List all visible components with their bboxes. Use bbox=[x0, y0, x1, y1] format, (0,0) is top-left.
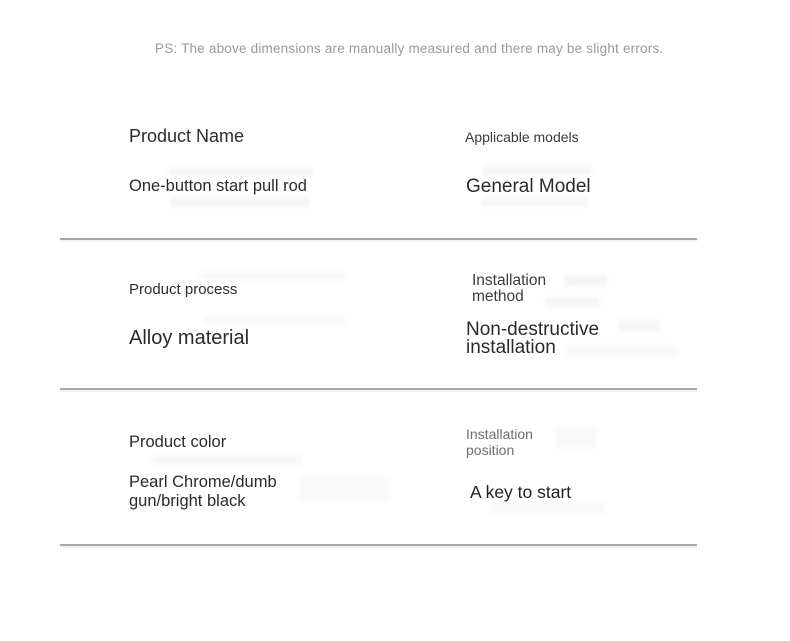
row-divider bbox=[60, 238, 697, 240]
spec-value-product-process: Alloy material bbox=[129, 327, 250, 349]
spec-label-installation-method: Installation method bbox=[472, 272, 547, 305]
ghost-text-artifact bbox=[168, 168, 313, 177]
row-divider bbox=[60, 388, 697, 390]
spec-value-applicable-models: General Model bbox=[466, 176, 591, 197]
measurement-disclaimer-note: PS: The above dimensions are manually measured and there may be slight errors. bbox=[155, 41, 664, 56]
ghost-text-artifact bbox=[205, 317, 345, 326]
ghost-text-artifact bbox=[482, 198, 587, 207]
spec-label-applicable-models: Applicable models bbox=[465, 129, 579, 145]
ghost-text-artifact bbox=[300, 477, 390, 502]
spec-label-product-color: Product color bbox=[129, 433, 227, 451]
spec-value-product-color: Pearl Chrome/dumb gun/bright black bbox=[129, 473, 277, 510]
spec-value-installation-method: Non-destructive installation bbox=[466, 319, 600, 358]
spec-label-product-process: Product process bbox=[129, 281, 238, 298]
ghost-text-artifact bbox=[170, 197, 310, 207]
spec-value-product-name: One-button start pull rod bbox=[129, 177, 307, 195]
spec-label-product-name: Product Name bbox=[129, 126, 245, 146]
spec-value-installation-position: A key to start bbox=[470, 482, 572, 502]
spec-label-installation-position: Installation position bbox=[466, 426, 533, 458]
row-divider bbox=[60, 544, 697, 546]
ghost-text-artifact bbox=[490, 503, 605, 514]
ghost-text-artifact bbox=[200, 272, 345, 280]
ghost-text-artifact bbox=[482, 166, 592, 176]
ghost-text-artifact bbox=[152, 455, 302, 464]
